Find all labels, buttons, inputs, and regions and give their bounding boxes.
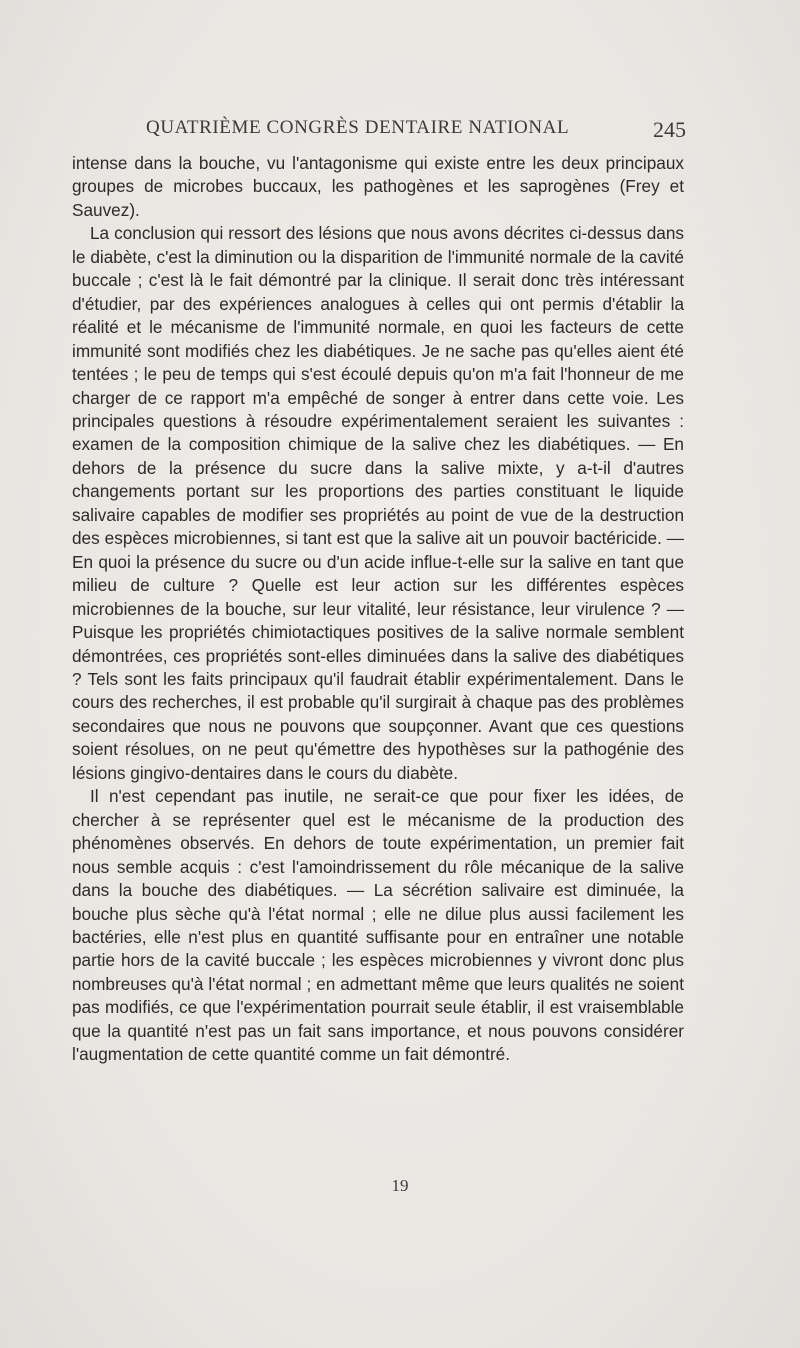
paragraph: Il n'est cependant pas inutile, ne serait-ce que pour fixer les idées, de chercher à se représenter quel est le mécanisme de la production des phénomènes observés. En dehors de toute expérimentation, un premier fait nous semble acquis : c'est l'amoindrissement du rôle mécanique de la salive dans la bouche des diabétiques. — La sécrétion salivaire est diminuée, la bouche plus sèche qu'à l'état normal ; elle ne dilue plus aussi facilement les bactéries, elle n'est plus en quantité suffisante pour en entraîner une notable partie hors de la cavité buccale ; les espèces microbiennes y vivront donc plus nombreuses qu'à l'état normal ; en admettant même que leurs qualités ne soient pas modifiés, ce que l'expérimentation pourrait seule établir, il est vraisemblable que la quantité n'est pas un fait sans importance, et nous pouvons considérer l'augmentation de cette quantité comme un fait démontré. xyxy=(72,786,684,1065)
paragraph: La conclusion qui ressort des lésions que nous avons décrites ci-dessus dans le diabète, c'est la diminution ou la disparition de l'immunité normale de la cavité buccale ; c'est là le fait démontré par la clinique. Il serait donc très intéressant d'étudier, par des expériences analogues à celles qui ont permis d'établir la réalité et le mécanisme de l'immunité normale, en quoi les facteurs de cette immunité sont modifiés chez les diabétiques. Je ne sache pas qu'elles aient été tentées ; le peu de temps qui s'est écoulé depuis qu'on m'a fait l'honneur de me charger de ce rapport m'a empêché de songer à entrer dans cette voie. Les principales questions à résoudre expérimentalement seraient les suivantes : examen de la composition chimique de la salive chez les diabétiques. — En dehors de la présence du sucre dans la salive mixte, y a-t-il d'autres changements portant sur les proportions des parties constituant le liquide salivaire capables de modifier ses propriétés au point de vue de la destruction des espèces microbiennes, si tant est que la salive ait un pouvoir bactéricide. — En quoi la présence du sucre ou d'un acide influe-t-elle sur la salive en tant que milieu de culture ? Quelle est leur action sur les différentes espèces microbiennes de la bouche, sur leur vitalité, leur résistance, leur virulence ? — Puisque les propriétés chimiotactiques positives de la salive normale semblent démontrées, ces propriétés sont-elles diminuées dans la salive des diabétiques ? Tels sont les faits principaux qu'il faudrait établir expérimentalement. Dans le cours des recherches, il est probable qu'il surgirait à chaque pas des problèmes secondaires que nous ne pouvons que soupçonner. Avant que ces questions soient résolues, on ne peut qu'émettre des hypothèses sur la pathogénie des lésions gingivo-dentaires dans le cours du diabète. xyxy=(72,223,684,783)
paragraph-continued: intense dans la bouche, vu l'antagonisme qui existe entre les deux principaux groupes de microbes buccaux, les pathogènes et les saprogènes (Frey et Sauvez). xyxy=(72,153,684,220)
running-header xyxy=(146,117,686,147)
body-text xyxy=(72,152,684,1067)
signature-mark: 19 xyxy=(391,1176,409,1195)
page-number: 245 xyxy=(653,117,686,142)
running-title: QUATRIÈME CONGRÈS DENTAIRE NATIONAL xyxy=(146,117,570,138)
